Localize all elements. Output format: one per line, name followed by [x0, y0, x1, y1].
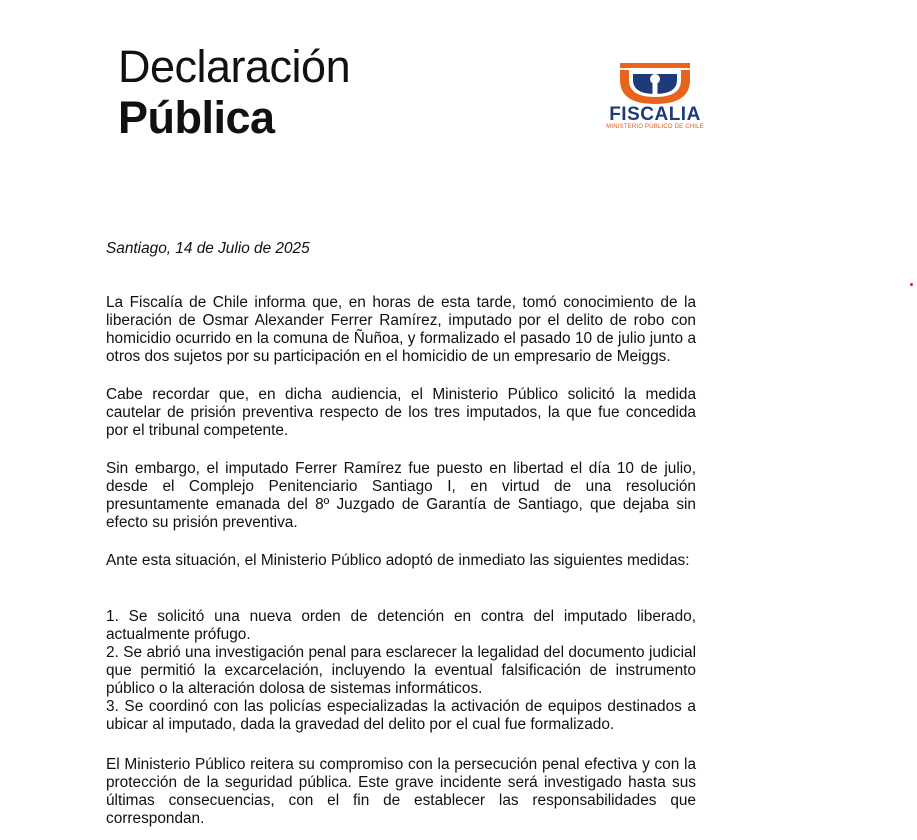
document-date: Santiago, 14 de Julio de 2025: [106, 240, 310, 257]
paragraph-1: La Fiscalía de Chile informa que, en horas de esta tarde, tomó conocimiento de la liberación de Osmar Alexander Ferrer Ramírez, imputado por el delito de robo con homicidio ocurrido en la comuna de Ñuñoa, y formalizado el pasado 10 de julio junto a otros dos sujetos por su participación en el homicidio de un empresario de Meiggs.: [106, 294, 696, 365]
closing-paragraph-container: [106, 756, 696, 828]
document-title: [118, 41, 351, 143]
paragraph-1-container: [106, 294, 696, 366]
logo-wordmark: FISCALIA: [609, 104, 701, 125]
measure-item-1: 1. Se solicitó una nueva orden de detención en contra del imputado liberado, actualmente prófugo.: [106, 608, 696, 643]
title-line-declaracion: Declaración: [118, 41, 351, 92]
title-line-publica: Pública: [118, 92, 275, 143]
margin-dot: [910, 283, 913, 286]
closing-paragraph: El Ministerio Público reitera su compromiso con la persecución penal efectiva y con la protección de la seguridad pública. Este grave incidente será investigado hasta sus últimas consecuencias, con el fin de establecer las responsabilidades que correspondan.: [106, 756, 696, 827]
paragraph-2: Cabe recordar que, en dicha audiencia, el Ministerio Público solicitó la medida cautelar de prisión preventiva respecto de los tres imputados, la que fue concedida por el tribunal competente.: [106, 386, 696, 439]
measures-list: [106, 608, 696, 734]
measure-item-2: 2. Se abrió una investigación penal para esclarecer la legalidad del documento judicial que permitió la excarcelación, incluyendo la eventual falsificación de instrumento público o la alteración dolosa de sistemas informáticos.: [106, 644, 696, 697]
fiscalia-logo: [598, 60, 712, 132]
paragraph-2-container: [106, 386, 696, 440]
paragraph-3: Sin embargo, el imputado Ferrer Ramírez fue puesto en libertad el día 10 de julio, desde el Complejo Penitenciario Santiago I, en virtud de una resolución presuntamente emanada del 8º Juzgado de Garantía de Santiago, que dejaba sin efecto su prisión preventiva.: [106, 460, 696, 531]
logo-subtitle: MINISTERIO PÚBLICO DE CHILE: [606, 124, 704, 130]
paragraph-4: Ante esta situación, el Ministerio Público adoptó de inmediato las siguientes medidas:: [106, 552, 690, 569]
paragraph-3-container: [106, 460, 696, 532]
measure-item-3: 3. Se coordinó con las policías especializadas la activación de equipos destinados a ubicar al imputado, dada la gravedad del delito por el cual fue formalizado.: [106, 698, 696, 733]
paragraph-4-container: [106, 552, 696, 570]
fiscalia-emblem-icon: [598, 60, 712, 106]
